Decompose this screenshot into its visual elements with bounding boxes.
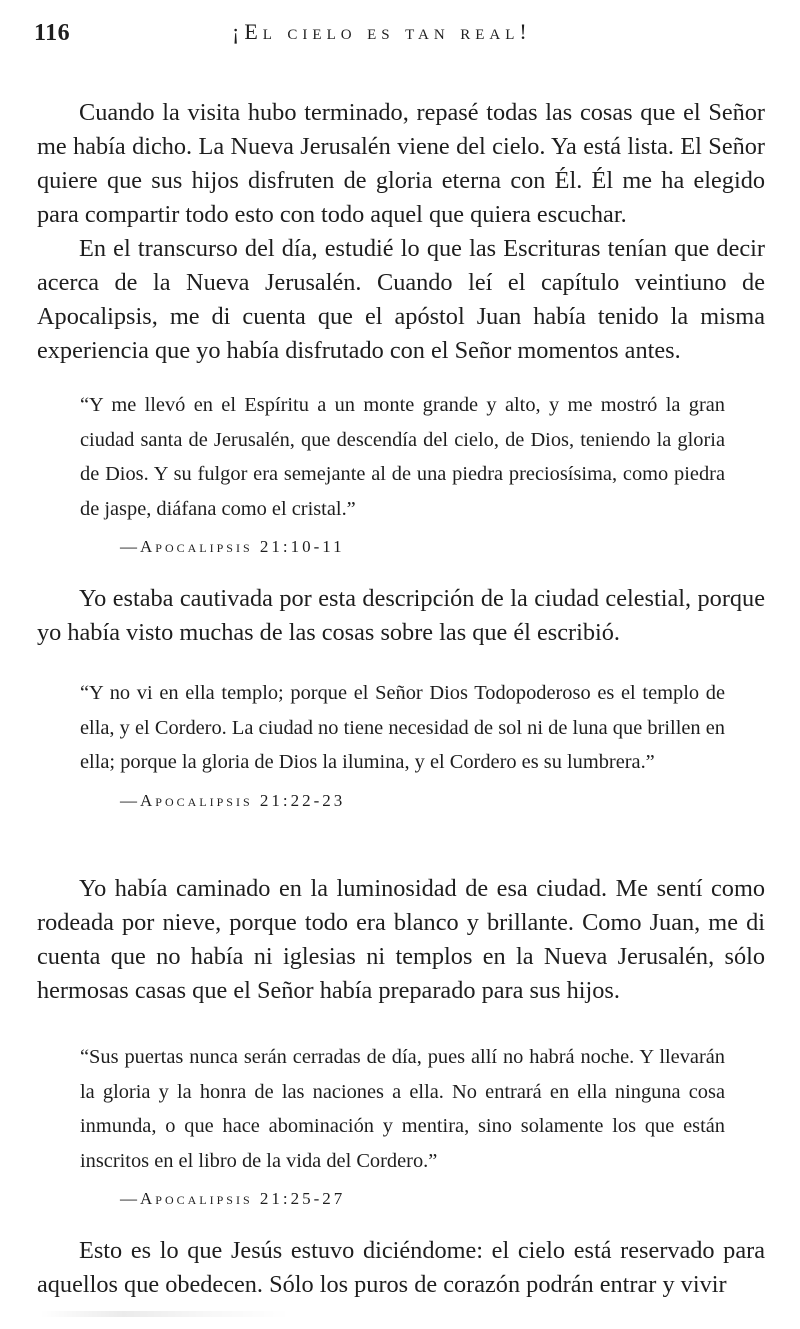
running-head: ¡El cielo es tan real! bbox=[232, 19, 532, 44]
quote-2-citation: —Apocalipsis 21:22-23 bbox=[120, 790, 346, 810]
paragraph-3: Yo estaba cautivada por esta descripción de la ciudad celestial, porque yo había visto muchas de las cosas sobre las que él escribió. bbox=[37, 585, 765, 646]
quote-3-text: “Sus puertas nunca serán cerradas de día, pues allí no habrá noche. Y llevarán la gloria y la honra de las naciones a ella. No entrará en ella ninguna cosa inmunda, o que hace abominación y mentira, sino solamente los que están inscritos en el libro de la vida del Cordero.” bbox=[80, 1046, 725, 1172]
body-section-1 bbox=[37, 96, 765, 368]
scripture-quote-3 bbox=[80, 1040, 725, 1217]
quote-3-citation: —Apocalipsis 21:25-27 bbox=[120, 1189, 346, 1208]
paragraph-4: Yo había caminado en la luminosidad de esa ciudad. Me sentí como rodeada por nieve, porque todo era blanco y brillante. Como Juan, me di cuenta que no había ni iglesias ni templos en la Nueva Jerusalén, sólo hermosas casas que el Señor había preparado para sus hijos. bbox=[37, 875, 765, 1004]
body-section-4 bbox=[37, 1234, 765, 1302]
quote-2-text: “Y no vi en ella templo; porque el Señor Dios Todopoderoso es el templo de ella, y el Cordero. La ciudad no tiene necesidad de sol ni de luna que brillen en ella; porque la gloria de Dios la ilumina, y el Cordero es su lumbrera.” bbox=[80, 682, 725, 773]
paragraph-1: Cuando la visita hubo terminado, repasé todas las cosas que el Señor me había dicho. La Nueva Jerusalén viene del cielo. Ya está lista. El Señor quiere que sus hijos disfruten de gloria eterna con Él. Él me ha elegido para compartir todo esto con todo aquel que quiera escuchar. bbox=[37, 99, 765, 228]
scripture-quote-1 bbox=[80, 388, 725, 565]
quote-1-citation: —Apocalipsis 21:10-11 bbox=[120, 537, 345, 556]
body-section-2 bbox=[37, 582, 765, 650]
paragraph-2: En el transcurso del día, estudié lo que las Escrituras tenían que decir acerca de la Nueva Jerusalén. Cuando leí el capítulo veintiuno de Apocalipsis, me di cuenta que el apóstol Juan había tenido la misma experiencia que yo había disfrutado con el Señor momentos antes. bbox=[37, 235, 765, 364]
page-number: 116 bbox=[34, 20, 71, 46]
scan-artifact bbox=[40, 1311, 290, 1317]
body-section-3 bbox=[37, 872, 765, 1008]
paragraph-5: Esto es lo que Jesús estuvo diciéndome: el cielo está reservado para aquellos que obedecen. Sólo los puros de corazón podrán entrar y vivir bbox=[37, 1237, 765, 1298]
quote-1-text: “Y me llevó en el Espíritu a un monte grande y alto, y me mostró la gran ciudad santa de Jerusalén, que descendía del cielo, de Dios, teniendo la gloria de Dios. Y su fulgor era semejante al de una piedra preciosísima, como piedra de jaspe, diáfana como el cristal.” bbox=[80, 394, 725, 520]
scripture-quote-2 bbox=[80, 676, 725, 818]
